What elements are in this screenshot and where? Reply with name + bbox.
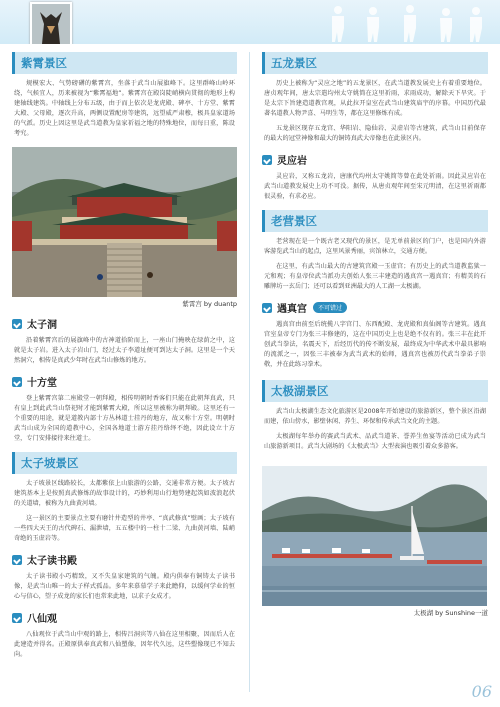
section-title-laoying: 老营景区 bbox=[262, 210, 488, 232]
paragraph: 太子坡景区线路较长，太都紫依上山旅游的公路，交通非常方便。太子坡古建筑基本上是按照真武修炼的故事设计的，巧妙利用山行地势建起筑如波浪起伏的关道墙，被称为九曲黄河墙。 bbox=[14, 480, 235, 507]
header-banner bbox=[0, 0, 500, 44]
page-number: 06 bbox=[471, 682, 492, 701]
paragraph: 遇真宫由前至后统揽八字宫门、东西配殿、龙虎殿和真仙阁等古建筑。遇真宫室皇帝专门为张三丰修建的，这在中国历史上也是绝不仅有的。张三丰在此开创武当拳法，名震天下，后经历代的传不断发展，最终成为中华武术中最具影响的流派之一，因张三丰被奉为武当武术的始师，遇真宫也被历代武当拳弟子崇敬，并在此练习拳术。 bbox=[264, 321, 486, 368]
check-marker-icon bbox=[262, 155, 272, 165]
section-title-taijihu: 太极湖景区 bbox=[262, 380, 488, 402]
paragraph: 武当山太极湖生态文化旅游区是2008年开始建设的旅游新区，整个景区沿湖而建，依山傍水，影壁休闲、养生、环保和传承武当文化的主题。 bbox=[264, 408, 486, 425]
paragraph: 历史上被称为“灵应之地”的五龙景区，在武当道教发展史上有着重要地位。唐贞观年间，唐太宗遣均州太守姚简在这里祈雨，求雨成功，解除天下旱灾。于是太宗下旨建造道教宫观，从此拉开皇室在武当山建筑庙宇的序幕。中国历代最著名道教人物尹喜、马明生等，都在这里修炼有成。 bbox=[264, 80, 486, 117]
subsection-title: 太子洞 bbox=[27, 320, 57, 331]
subsection-title: 十方堂 bbox=[27, 378, 57, 389]
must-see-badge: 不可错过 bbox=[313, 302, 347, 313]
subsection-title: 八仙观 bbox=[27, 614, 57, 625]
hikers-silhouette-icon bbox=[318, 2, 488, 42]
left-column bbox=[12, 52, 237, 660]
subsection-title: 太子读书殿 bbox=[27, 556, 77, 567]
paragraph: 八仙观位于武当山中观的路上，相传吕洞宾等八仙在这里相聚，因而后人在此建造并得名。正殿原供奉真武和八仙塑像，因年代久远，这些塑像现已不知去向。 bbox=[14, 631, 235, 658]
subsection-shifangtang bbox=[12, 374, 237, 389]
paragraph: 规模宏大、气势磅礴的紫霄宫，坐落于武当山展旗峰下。这里群峰山岭环绕，气候宜人，历来被视为“紫霄福地”。紫霄宫在殿岗陡峭横向贯彻的地形上构建轴线建筑。中轴线上分布五级，由于而上依次是龙虎殿、碑亭、十方堂、紫霄大殿、父母殿，逐次升高，两侧设置配房等建筑，远望威严肃穆，极具皇家道场的气派。历史上因这里是武当道教为皇家祈福之地的特殊地位，而每日重，陈设考究。 bbox=[14, 80, 235, 137]
paragraph: 灵应岩，又称五龙岩，唐康代均州太守姚简等曾在此处祈雨。因此灵应岩在武当山道教发展史上功不可没。据传，从唐贞观年间至宋元明清，在这里祈雨都很灵验，有求必应。 bbox=[264, 173, 486, 200]
subsection-yuzhen bbox=[262, 300, 488, 315]
subsection-title: 遇真宫 bbox=[277, 304, 307, 315]
paragraph: 老营现在是一个既古老又现代的景区，是无单前景区的门户，也是国内外游客游览武当山的起点，这里风景秀丽，宾馆林立，交通方便。 bbox=[264, 238, 486, 255]
check-marker-icon bbox=[262, 303, 272, 313]
check-marker-icon bbox=[12, 377, 22, 387]
paragraph: 五龙景区现存五龙宫、华阳岩、隐仙岩、灵虚岩等古建筑，武当山目前保存的最大的冠堂神像和最大的铜铸真武大帝像也在此景区内。 bbox=[264, 125, 486, 142]
section-title-zixiao: 紫霄景区 bbox=[12, 52, 237, 74]
photo-caption: 紫霄宫 by duantp bbox=[182, 300, 237, 308]
column-divider bbox=[249, 52, 250, 692]
photo-taiji-lake bbox=[262, 466, 487, 606]
paragraph: 太极湖每年举办的赛武当武术、品武当道茶、誉养生鱼宴等活动已成为武当山旅游新项目。武当大剧场的《太极武当》大型表演也吸引着众多游客。 bbox=[264, 433, 486, 450]
subsection-title: 灵应岩 bbox=[277, 156, 307, 167]
header-photo bbox=[30, 2, 72, 44]
subsection-taizidong bbox=[12, 316, 237, 331]
subsection-taizidushu bbox=[12, 552, 237, 567]
subsection-baxianguan bbox=[12, 610, 237, 625]
section-title-wulong: 五龙景区 bbox=[262, 52, 488, 74]
paragraph: 这一景区的主要景点主要有磨针井造型的井亭、“真武修真”壁画；太子坡有一些四大天王的古代碑石、漏泄墙，五五楼中的一柱十二梁、九曲黄河墙、陆峭奇绝的玉虚岩等。 bbox=[14, 515, 235, 542]
subsection-lingying bbox=[262, 152, 488, 167]
paragraph: 沿着紫霄宫后的展旗峰中的古神道拾阶而上，一座山门掩映在绿荫之中，这就是太子岩。进入太子岩山门，经过太子李道址便可到达太子洞。这里是一个天然洞穴，相传是真武少年时在武当山修炼的地方。 bbox=[14, 337, 235, 364]
check-marker-icon bbox=[12, 319, 22, 329]
section-title-taiziping: 太子坡景区 bbox=[12, 452, 237, 474]
right-column bbox=[262, 52, 488, 617]
paragraph: 在这里，有武当山最大的古建筑宫殿一玉虚宫；有历史上的武当道教监狱一元和观；有皇帝位武当派功夫创始人张三丰建造的遇真宫一遇真宫；有精美的石雕牌坊一玄岳门；还可以看到亚洲最大的人工湖一太极湖。 bbox=[264, 263, 486, 290]
photo-zixiao-palace bbox=[12, 147, 237, 297]
paragraph: 登上紫霄宫第二座殿堂一朝拜殿，相传明朝时香客们只能在此朝拜真武，只有皇上到此武当山祭祀时才能到紫霄大殿，所以这里被称为朝拜殿。这里还有一个重要的用途，就是道教内部十方丛林道士挂丹的地方，故又称十方堂。明朝时武当山成为全国的道教中心，全国各地道士游方挂丹络绎不绝，因此设立十方堂，专门安排接待来往道士。 bbox=[14, 395, 235, 442]
photo-caption: 太极湖 by Sunshine一道 bbox=[413, 609, 488, 617]
paragraph: 太子读书殿小巧精致，又不失皇家建筑的气魄。殿内供奉有铜铸太子读书像，是武当山唯一的太子样式孤品。多年来慕慕学子来此瞻仰，以缓何学业的恒心与信心，望子成龙的家长们也常来此地，以求子女成才。 bbox=[14, 573, 235, 600]
check-marker-icon bbox=[12, 613, 22, 623]
check-marker-icon bbox=[12, 555, 22, 565]
